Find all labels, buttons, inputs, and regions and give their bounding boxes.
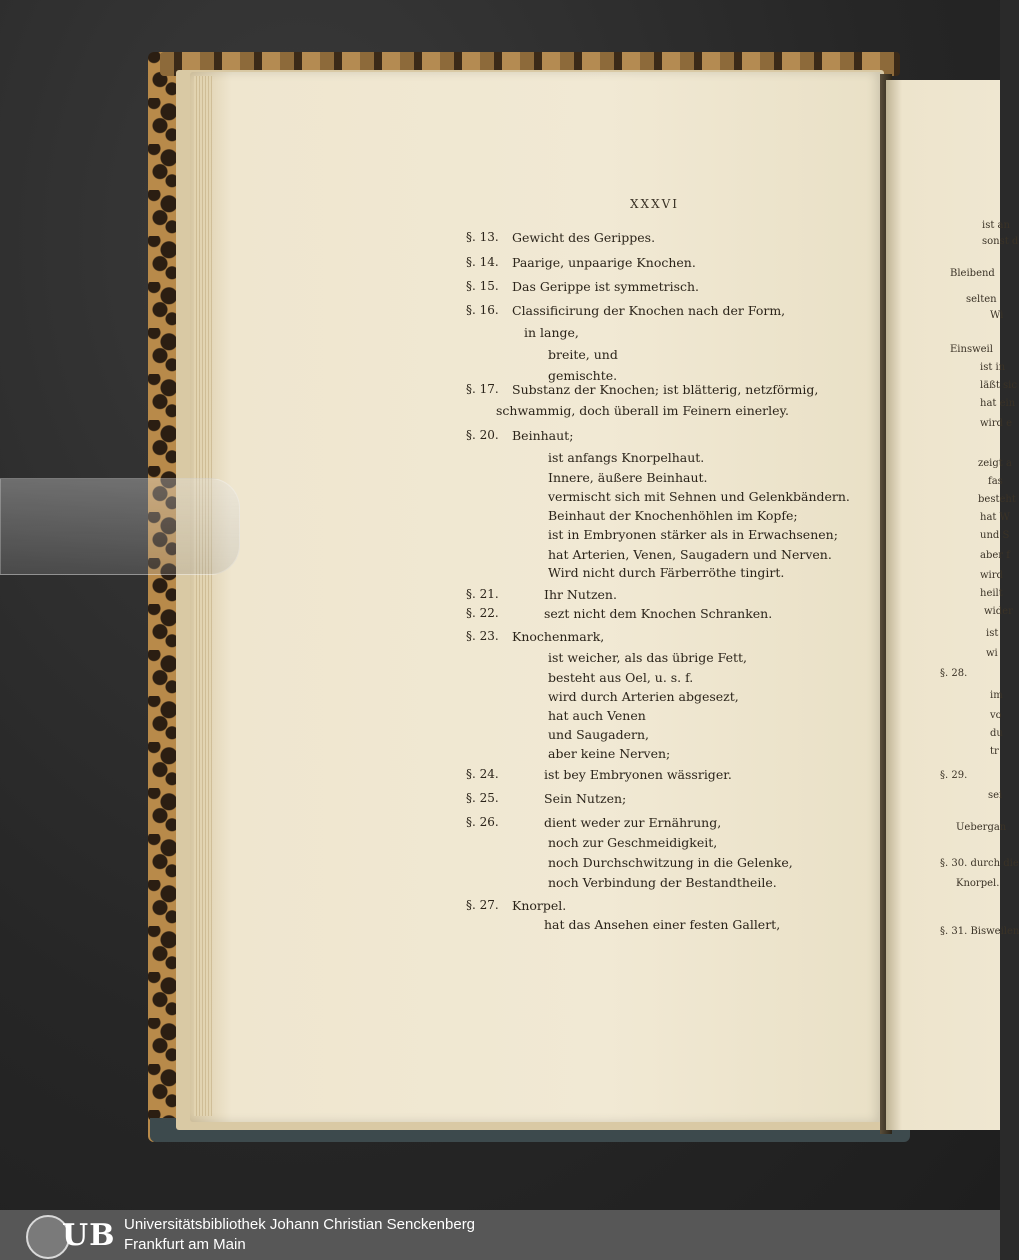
section-number: §. 13. <box>466 230 499 244</box>
right-page-fragment: Bleibend <box>950 268 995 279</box>
right-page-fragment: zeigt a <box>978 458 1012 469</box>
section-number: §. 20. <box>466 428 499 442</box>
right-page-fragment: sei <box>988 790 1003 801</box>
text-line: Classificirung der Knochen nach der Form, <box>512 303 786 318</box>
text-line: Gewicht des Gerippes. <box>512 230 656 245</box>
text-line: Beinhaut der Knochenhöhlen im Kopfe; <box>548 508 798 523</box>
text-line: wird durch Arterien abgesezt, <box>548 689 739 704</box>
text-line: ist weicher, als das übrige Fett, <box>548 650 747 665</box>
right-page-fragment: läßt sic <box>980 380 1017 391</box>
text-line: Das Gerippe ist symmetrisch. <box>512 279 700 294</box>
section-number: §. 21. <box>466 587 499 601</box>
right-page-fragment: Einsweil <box>950 344 993 355</box>
text-line: hat Arterien, Venen, Saugadern und Nerven. <box>548 547 832 562</box>
right-page-fragment: ist in <box>980 362 1006 373</box>
section-number: §. 24. <box>466 767 499 781</box>
right-page-fragment: fas <box>988 476 1003 487</box>
section-number: §. 23. <box>466 629 499 643</box>
text-line: aber keine Nerven; <box>548 746 671 761</box>
right-page-fragment: §. 30. durch die <box>940 858 1019 869</box>
right-page-fragment: ist an <box>982 220 1010 231</box>
right-page-fragment: Uebergan <box>956 822 1007 833</box>
text-line: dient weder zur Ernährung, <box>544 815 722 830</box>
right-page-fragment: wird e <box>980 418 1013 429</box>
section-number: §. 25. <box>466 791 499 805</box>
right-page-fragment: wider <box>984 606 1013 617</box>
text-line: gemischte. <box>548 368 618 383</box>
section-number: §. 14. <box>466 255 499 269</box>
text-line: und Saugadern, <box>548 727 649 742</box>
right-page-fragment: Knorpel. <box>956 878 1000 889</box>
right-page-fragment: ist <box>986 628 999 639</box>
text-line: ist in Embryonen stärker als in Erwachsenen; <box>548 527 838 542</box>
text-line: vermischt sich mit Sehnen und Gelenkbändern. <box>548 489 850 504</box>
page-number: XXXVI <box>630 197 680 211</box>
text-line: Innere, äußere Beinhaut. <box>548 470 708 485</box>
text-line: hat auch Venen <box>548 708 646 723</box>
text-line: ist bey Embryonen wässriger. <box>544 767 732 782</box>
text-line: in lange, <box>524 325 579 340</box>
right-page-fragment: du <box>990 728 1003 739</box>
section-number: §. 15. <box>466 279 499 293</box>
section-number: §. 22. <box>466 606 499 620</box>
text-line: Wird nicht durch Färberröthe tingirt. <box>548 565 785 580</box>
section-number: §. 26. <box>466 815 499 829</box>
text-line: noch Durchschwitzung in die Gelenke, <box>548 855 793 870</box>
text-line: Paarige, unpaarige Knochen. <box>512 255 696 270</box>
text-line: Knorpel. <box>512 898 567 913</box>
right-page-fragment: wird <box>980 570 1003 581</box>
right-page-fragment: hat W <box>980 512 1010 523</box>
text-line: noch zur Geschmeidigkeit, <box>548 835 718 850</box>
right-page-fragment: §. 29. <box>940 770 968 781</box>
right-page-fragment: hat ein <box>980 398 1016 409</box>
section-number: §. 27. <box>466 898 499 912</box>
text-line: Sein Nutzen; <box>544 791 627 806</box>
text-line: noch Verbindung der Bestandtheile. <box>548 875 777 890</box>
right-page-fragment: vo <box>990 710 1002 721</box>
right-page-fragment: §. 31. Bisweilen <box>940 926 1019 937</box>
text-line: Knochenmark, <box>512 629 605 644</box>
right-page-fragment: im <box>990 690 1003 701</box>
right-page-fragment: besteht <box>978 494 1016 505</box>
text-line: Substanz der Knochen; ist blätterig, netzförmig, <box>512 382 819 397</box>
right-page-fragment: wi <box>986 648 998 659</box>
text-line: Beinhaut; <box>512 428 574 443</box>
right-page-fragment: §. 28. <box>940 668 968 679</box>
right-page-fragment: und S <box>980 530 1010 541</box>
library-logo: UB <box>62 1218 116 1253</box>
text-line: hat das Ansehen einer festen Gallert, <box>544 917 781 932</box>
footer-city: Frankfurt am Main <box>124 1236 246 1253</box>
right-page-fragment: selten <box>966 294 997 305</box>
footer-institution: Universitätsbibliothek Johann Christian Senckenberg <box>124 1216 476 1233</box>
section-number: §. 17. <box>466 382 499 396</box>
text-line: schwammig, doch überall im Feinern einerley. <box>496 403 789 418</box>
text-line: sezt nicht dem Knochen Schranken. <box>544 606 773 621</box>
right-page-fragment: sonst d <box>982 236 1019 247</box>
right-page-fragment: tr <box>990 746 999 757</box>
right-page-fragment: heilt <box>980 588 1003 599</box>
right-page-fragment: aber f <box>980 550 1010 561</box>
text-line: breite, und <box>548 347 618 362</box>
text-line: ist anfangs Knorpelhaut. <box>548 450 705 465</box>
glass-page-weight <box>0 478 240 575</box>
right-page-fragment: Wi <box>990 310 1004 321</box>
section-number: §. 16. <box>466 303 499 317</box>
text-line: besteht aus Oel, u. s. f. <box>548 670 694 685</box>
text-line: Ihr Nutzen. <box>544 587 617 602</box>
page-edges <box>194 76 212 1116</box>
